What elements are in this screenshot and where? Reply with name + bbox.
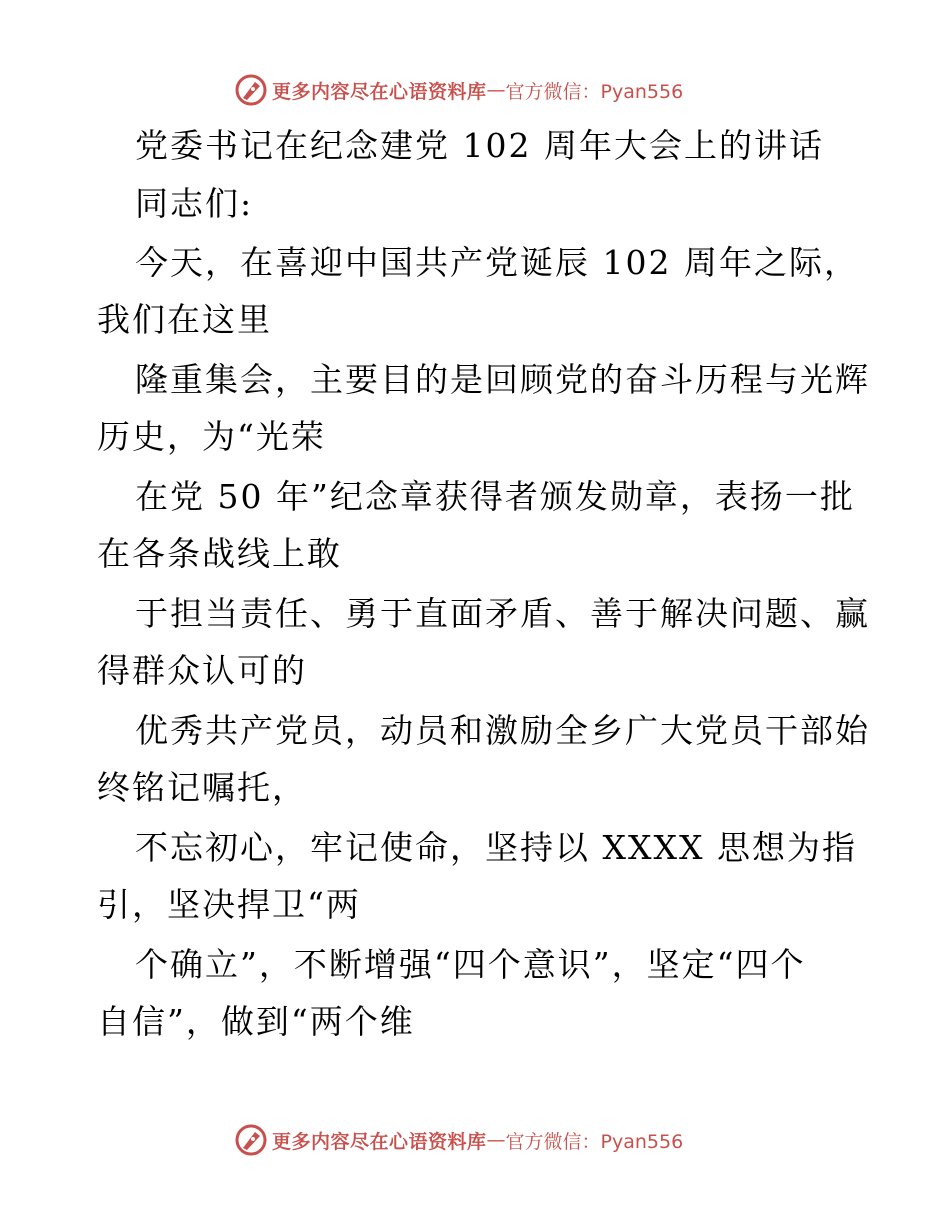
text-line: 我们在这里 [97,300,272,339]
text-line: 在各条战线上敢 [97,534,342,573]
pen-nib-logo-icon [234,73,268,107]
watermark-separator: — [486,79,506,101]
text-line: 得群众认可的 [97,651,307,690]
watermark-text: 更多内容尽在心语资料库 [272,1130,487,1153]
watermark-text: 更多内容尽在心语资料库 [272,80,487,103]
document-title: 党委书记在纪念建党 102 周年大会上的讲话 [135,126,824,165]
text-line: 同志们: [135,184,254,223]
pen-nib-logo-icon [234,1123,268,1157]
text-line: 隆重集会，主要目的是回顾党的奋斗历程与光辉 [135,360,870,399]
watermark-account: 官方微信：Pyan556 [505,1130,684,1153]
text-line: 引，坚决捍卫“两 [97,885,361,924]
text-line: 于担当责任、勇于直面矛盾、善于解决问题、赢 [135,594,870,633]
watermark-separator: — [486,1129,506,1151]
text-line: 历史，为“光荣 [97,417,326,456]
footer-watermark [234,1122,683,1158]
text-line: 个确立”，不断增强“四个意识”，坚定“四个 [135,945,806,984]
text-line: 自信”，做到“两个维 [97,1002,415,1041]
text-line: 不忘初心，牢记使命，坚持以 XXXX 思想为指 [135,828,857,867]
header-watermark [234,72,683,108]
text-line: 今天，在喜迎中国共产党诞辰 102 周年之际， [135,243,859,282]
text-line: 优秀共产党员，动员和激励全乡广大党员干部始 [135,711,870,750]
text-line: 在党 50 年”纪念章获得者颁发勋章，表扬一批 [135,477,855,516]
watermark-account: 官方微信：Pyan556 [505,80,684,103]
text-line: 终铭记嘱托， [97,768,307,807]
